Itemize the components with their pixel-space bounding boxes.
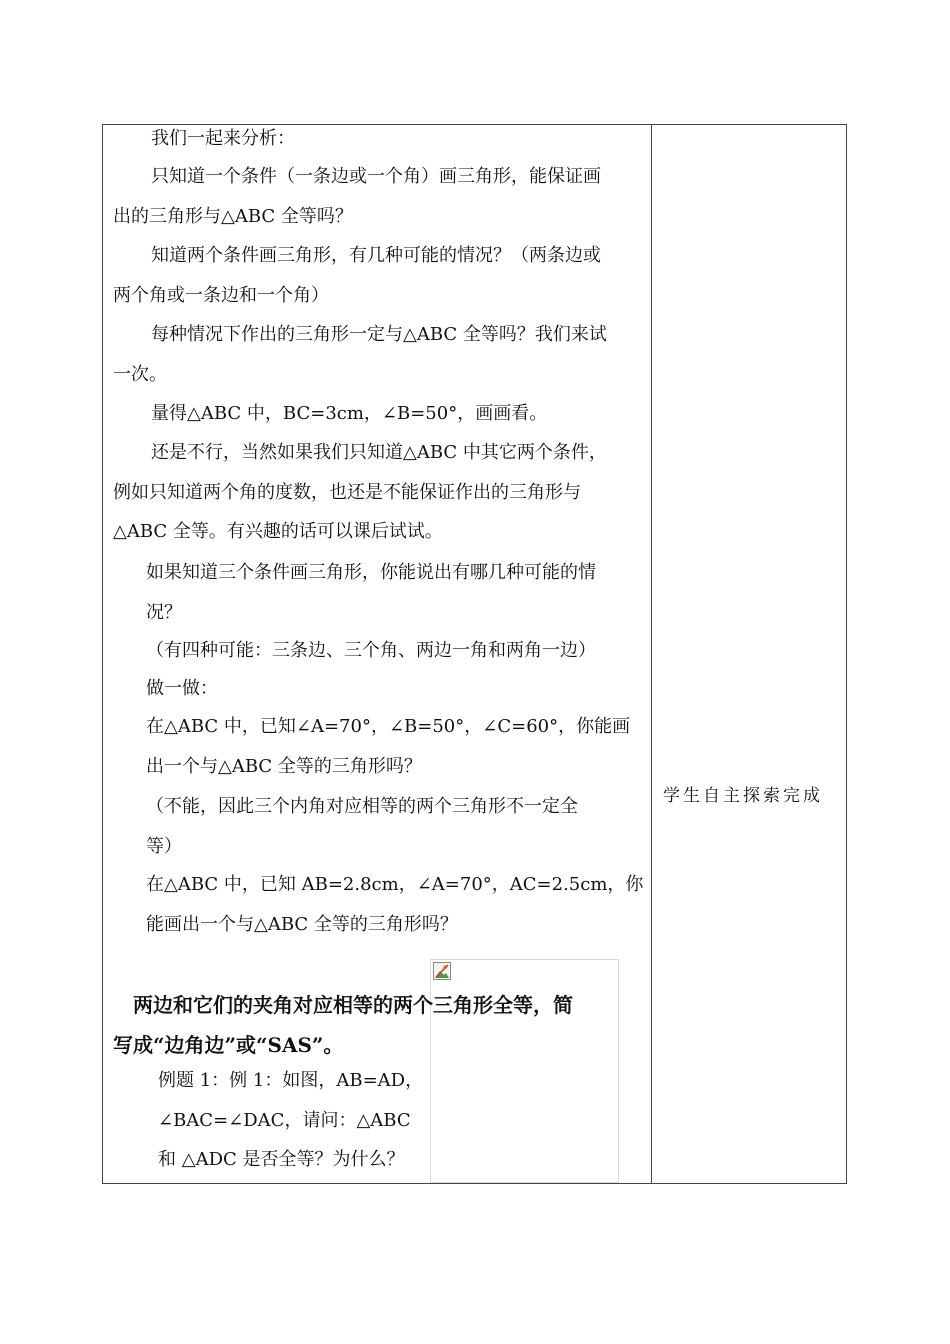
text-line: （不能，因此三个内角对应相等的两个三角形不一定全 [146,796,578,817]
text-line: （有四种可能：三条边、三个角、两边一角和两角一边） [146,640,596,661]
theorem-statement: 写成“边角边”或“SAS”。 [113,1033,344,1057]
text-line: 量得△ABC 中，BC=3cm，∠B=50°，画画看。 [151,403,548,424]
text-line: 两个角或一条边和一个角） [113,285,329,306]
theorem-statement: 两边和它们的夹角对应相等的两个三角形全等，简 [133,993,573,1017]
column-divider [651,125,652,1183]
text-line: 出一个与△ABC 全等的三角形吗？ [146,756,422,777]
example-line: ∠BAC=∠DAC，请问：△ABC [158,1110,411,1131]
teacher-note: 学生自主探索完成 [663,786,823,806]
text-line: △ABC 全等。有兴趣的话可以课后试试。 [113,521,443,542]
broken-image-icon [433,962,451,980]
text-line: 况？ [146,602,182,623]
example-line: 和 △ADC 是否全等？为什么？ [158,1149,405,1170]
text-line: 如果知道三个条件画三角形，你能说出有哪几种可能的情 [146,562,596,583]
text-line: 我们一起来分析： [151,128,295,149]
text-line: 只知道一个条件（一条边或一个角）画三角形，能保证画 [151,166,601,187]
text-line: 一次。 [113,364,167,385]
text-line: 每种情况下作出的三角形一定与△ABC 全等吗？我们来试 [151,324,607,345]
text-line: 出的三角形与△ABC 全等吗？ [113,206,353,227]
text-line: 例如只知道两个角的度数，也还是不能保证作出的三角形与 [113,482,581,503]
text-line: 还是不行，当然如果我们只知道△ABC 中其它两个条件， [151,442,607,463]
lesson-table [102,124,847,1184]
text-line: 等） [146,836,182,857]
text-line: 能画出一个与△ABC 全等的三角形吗？ [146,914,458,935]
text-line: 知道两个条件画三角形，有几种可能的情况？（两条边或 [151,245,601,266]
example-line: 例题 1：例 1：如图，AB=AD， [158,1070,424,1091]
text-line: 在△ABC 中，已知 AB=2.8cm，∠A=70°，AC=2.5cm，你 [146,874,644,895]
text-line: 做一做： [146,678,218,699]
text-line: 在△ABC 中，已知∠A=70°，∠B=50°，∠C=60°，你能画 [146,716,631,737]
